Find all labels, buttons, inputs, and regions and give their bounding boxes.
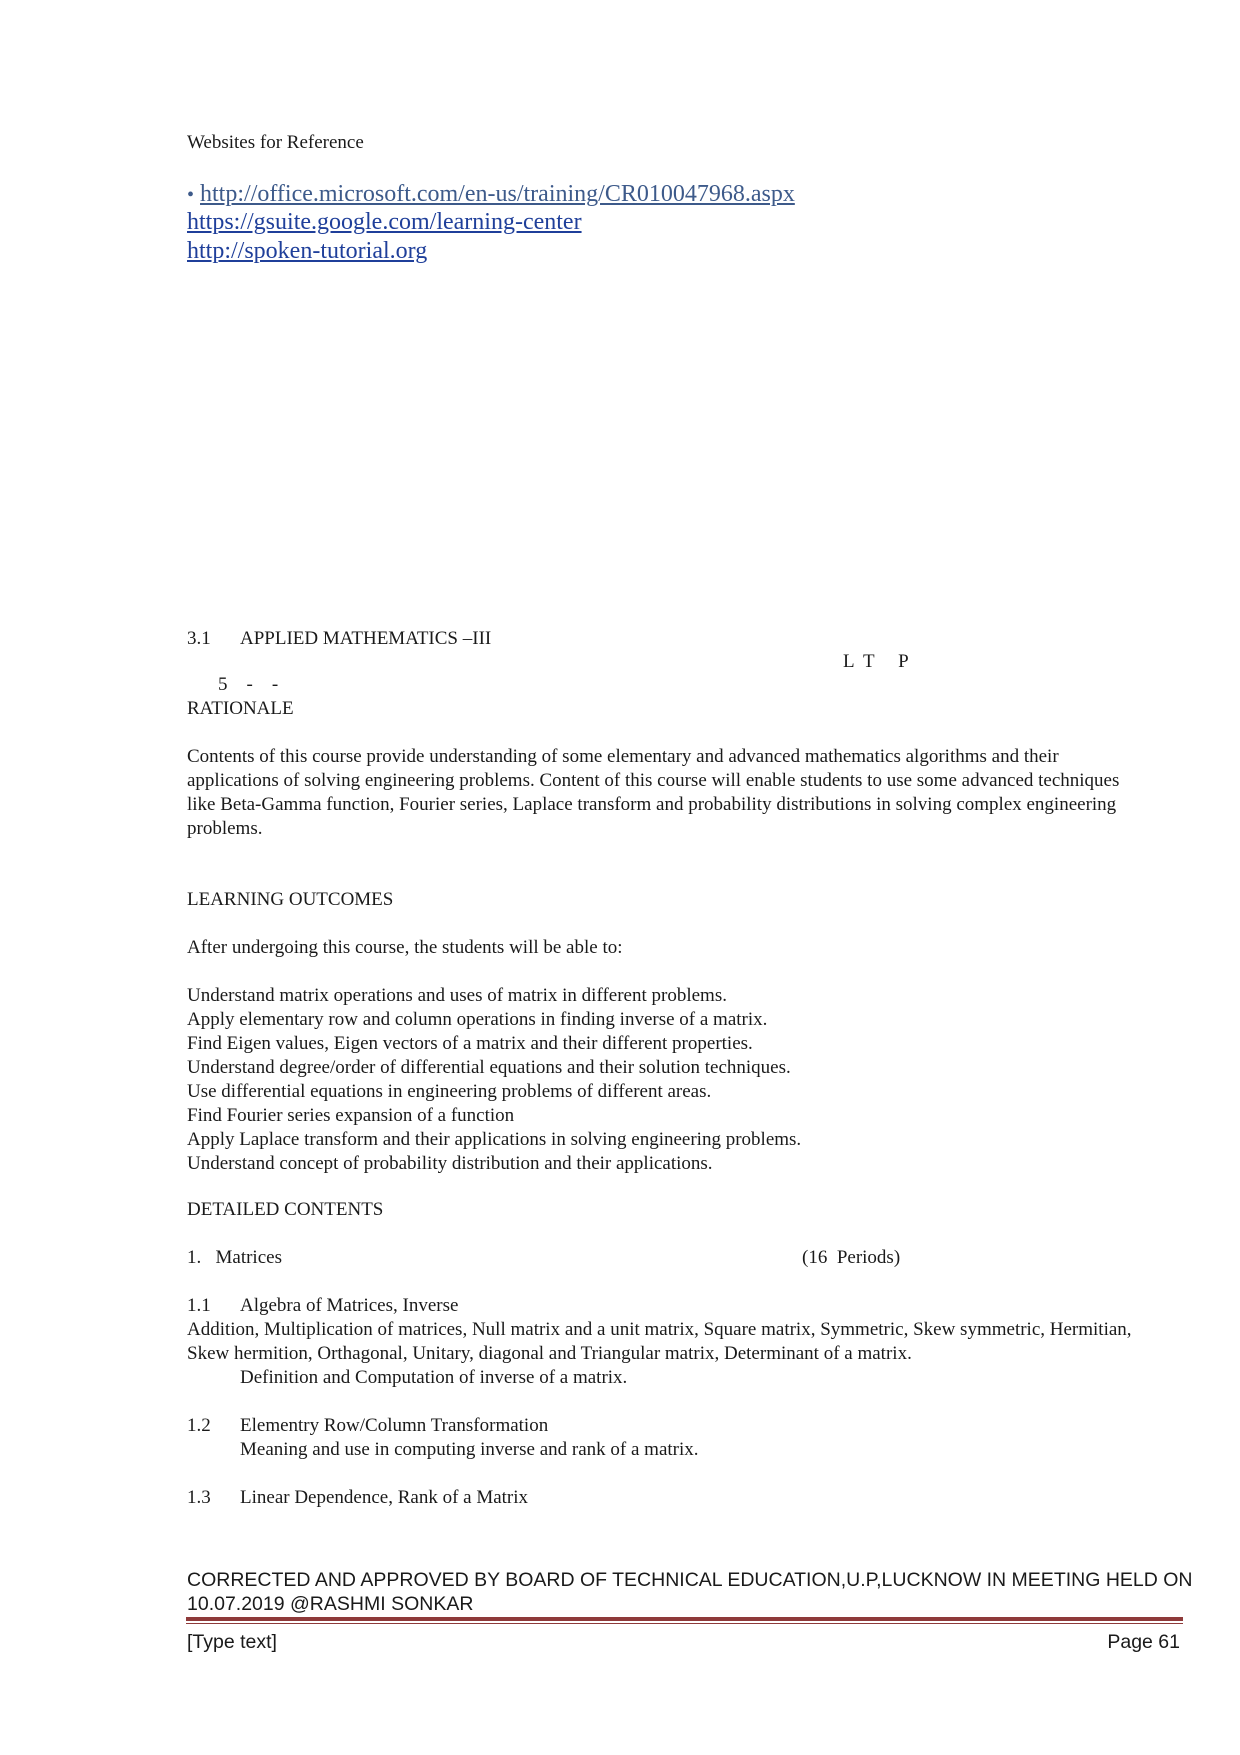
section-1-2-text: Meaning and use in computing inverse and rank of a matrix. — [240, 1439, 699, 1460]
bullet-icon: • — [187, 184, 195, 206]
learning-outcomes-heading: LEARNING OUTCOMES — [187, 889, 394, 910]
section-1-3-number: 1.3 — [187, 1487, 211, 1508]
list-item: Understand degree/order of differential equations and their solution techniques. — [187, 1057, 791, 1078]
list-item: Apply elementary row and column operations in finding inverse of a matrix. — [187, 1009, 768, 1030]
course-title: APPLIED MATHEMATICS –III — [240, 628, 492, 649]
website-link-spoken-tutorial[interactable]: http://spoken-tutorial.org — [187, 238, 428, 264]
footer-rule-thick — [186, 1617, 1183, 1621]
website-link-microsoft[interactable]: http://office.microsoft.com/en-us/training/CR010047968.aspx — [200, 181, 795, 207]
footer-approval-line1: CORRECTED AND APPROVED BY BOARD OF TECHNICAL EDUCATION,U.P,LUCKNOW IN MEETING HELD ON — [187, 1569, 1193, 1591]
section-1-1-title: Algebra of Matrices, Inverse — [240, 1295, 459, 1316]
websites-heading: Websites for Reference — [187, 132, 364, 153]
page-number: Page 61 — [1107, 1631, 1180, 1653]
section-1-1-text: Addition, Multiplication of matrices, Null matrix and a unit matrix, Square matrix, Symmetric, Skew symmetric, Hermitian, Skew hermition, Orthagonal, Unitary, diagonal and Triangular matrix, Determinant of a matrix. — [187, 1319, 1146, 1364]
section-1-3-title: Linear Dependence, Rank of a Matrix — [240, 1487, 529, 1508]
unit1-periods: (16 Periods) — [802, 1247, 901, 1268]
list-item: Use differential equations in engineering problems of different areas. — [187, 1081, 712, 1102]
footer-rule-thin — [186, 1623, 1183, 1624]
section-1-1-text2: Definition and Computation of inverse of a matrix. — [240, 1367, 628, 1388]
section-1-2-title: Elementry Row/Column Transformation — [240, 1415, 549, 1436]
footer-left-text: [Type text] — [187, 1631, 277, 1653]
detailed-contents-heading: DETAILED CONTENTS — [187, 1199, 384, 1220]
rationale-text: Contents of this course provide understanding of some elementary and advanced mathematics algorithms and their applications of solving engineering problems. Content of this course will enable students to use some advanced techniques like Beta-Gamma function, Fourier series, Laplace transform and probability distributions in solving complex engineering problems. — [187, 746, 1120, 839]
course-number: 3.1 — [187, 628, 211, 649]
list-item: Understand concept of probability distribution and their applications. — [187, 1153, 713, 1174]
section-1-2-number: 1.2 — [187, 1415, 211, 1436]
learning-outcomes-list — [187, 984, 1147, 1176]
ltp-values: 5 - - — [218, 674, 279, 695]
list-item: Understand matrix operations and uses of matrix in different problems. — [187, 985, 727, 1006]
website-link-gsuite[interactable]: https://gsuite.google.com/learning-center — [187, 209, 582, 235]
section-1-1-number: 1.1 — [187, 1295, 211, 1316]
list-item: Find Eigen values, Eigen vectors of a matrix and their different properties. — [187, 1033, 753, 1054]
unit1-title: 1. Matrices — [187, 1247, 282, 1268]
list-item: Find Fourier series expansion of a function — [187, 1105, 515, 1126]
learning-outcomes-intro: After undergoing this course, the students will be able to: — [187, 937, 623, 958]
rationale-heading: RATIONALE — [187, 698, 294, 719]
website-link-1-row — [187, 180, 795, 209]
footer-approval-line2: 10.07.2019 @RASHMI SONKAR — [187, 1593, 474, 1615]
list-item: Apply Laplace transform and their applications in solving engineering problems. — [187, 1129, 802, 1150]
ltp-header: L T P — [843, 651, 909, 672]
